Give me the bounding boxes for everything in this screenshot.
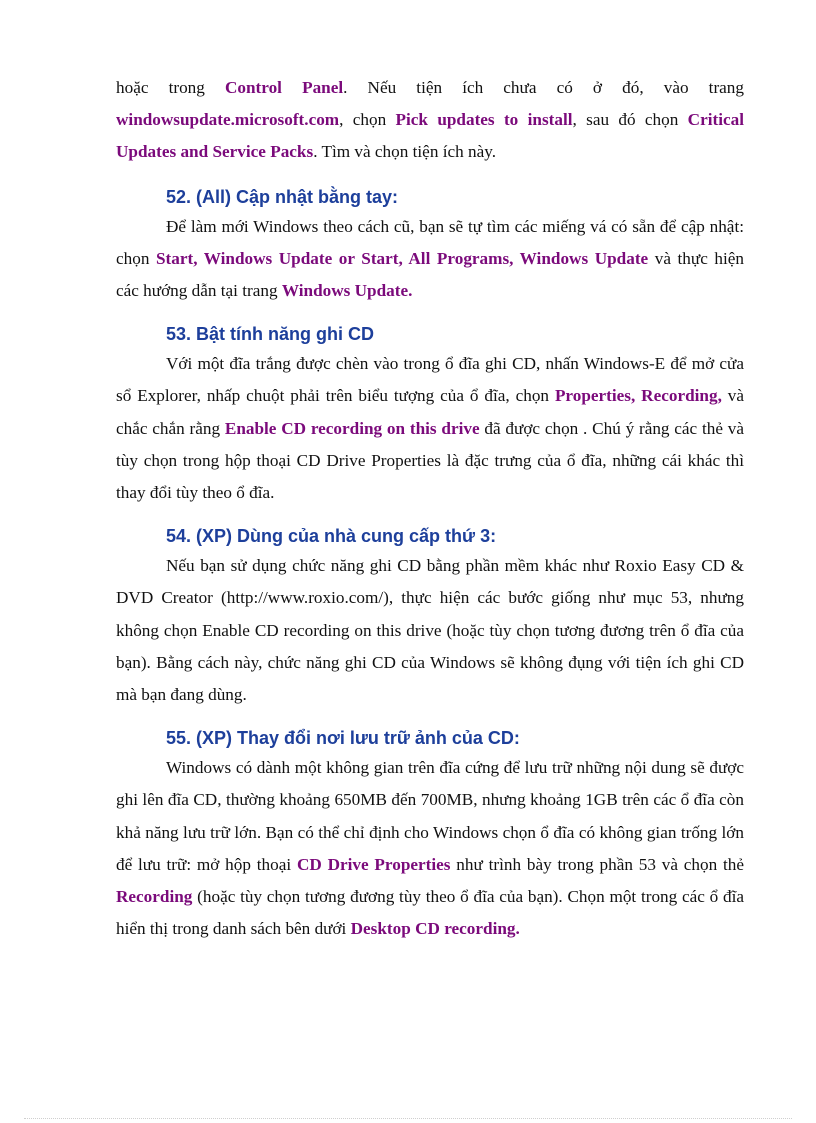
section-55-heading: 55. (XP) Thay đổi nơi lưu trữ ảnh của CD: [166, 728, 520, 749]
text: , chọn [339, 110, 396, 130]
text: Windows có dành một không gian trên đĩa cứng để lưu trữ những nội dung sẽ được ghi lên đĩa CD, thường khoảng 650MB đến 700MB, nhưng khoảng 1GB trên các ổ đĩa còn khả năng lưu trữ lớn. Bạn có thể chỉ định cho Windows chọn ổ đĩa có không gian trống lớn để lưu trữ: mở hộp thoại [116, 758, 744, 874]
section-52-paragraph [116, 211, 744, 308]
highlight-cd-drive-properties: CD Drive Properties [296, 854, 451, 874]
text: đã được chọn . Chú ý rằng các thẻ và tùy chọn trong hộp thoại CD Drive Properties là đặc trưng của ổ đĩa, những cái khác thì thay đổi tùy theo ổ đĩa. [116, 418, 744, 503]
intro-paragraph [116, 72, 744, 169]
section-55-paragraph [116, 752, 744, 945]
page-bottom-divider [24, 1118, 792, 1119]
text: như trình bày trong phần 53 và chọn thẻ [450, 854, 745, 874]
text: . Nếu tiện ích chưa có ở đó, vào trang [343, 78, 744, 97]
highlight-windows-update: Windows Update. [281, 281, 413, 301]
section-52-heading: 52. (All) Cập nhật bằng tay: [166, 186, 399, 207]
highlight-enable-cd-recording: Enable CD recording on this drive [224, 418, 480, 438]
highlight-pick-updates: Pick updates to install [395, 110, 573, 130]
text: và thực hiện các hướng dẫn tại trang [116, 248, 744, 301]
highlight-recording-tab: Recording [116, 887, 193, 907]
text: . Tìm và chọn tiện ích này. [313, 142, 496, 162]
text: và chắc chắn rằng [116, 386, 745, 438]
section-54-paragraph: Nếu bạn sử dụng chức năng ghi CD bằng phần mềm khác như Roxio Easy CD & DVD Creator (http://www.roxio.com/), thực hiện các bước giống như mục 53, nhưng không chọn Enable CD recording on this drive (hoặc tùy chọn tương đương trên ổ đĩa của bạn). Bằng cách này, chức năng ghi CD của Windows sẽ không đụng với tiện ích ghi CD mà bạn đang dùng. [116, 556, 744, 705]
highlight-windowsupdate-url: windowsupdate.microsoft.com [116, 110, 340, 130]
section-54-heading: 54. (XP) Dùng của nhà cung cấp thứ 3: [166, 526, 497, 547]
highlight-desktop-cd-recording: Desktop CD recording. [350, 919, 520, 939]
text: Để làm mới Windows theo cách cũ, bạn sẽ tự tìm các miếng vá có sẵn để cập nhật: chọn [116, 216, 744, 268]
highlight-control-panel: Control Panel [224, 78, 344, 97]
text: (hoặc tùy chọn tương đương tùy theo ổ đĩa của bạn). Chọn một trong các ổ đĩa hiển thị trong danh sách bên dưới [116, 887, 744, 939]
text: hoặc trong [116, 78, 225, 97]
highlight-start-menu-path: Start, Windows Update or Start, All Programs, Windows Update [155, 248, 649, 268]
text: Với một đĩa trắng được chèn vào trong ổ đĩa ghi CD, nhấn Windows-E để mở cửa sổ Explorer, nhấp chuột phải trên biểu tượng của ổ đĩa, chọn [116, 354, 744, 406]
highlight-critical-updates: Critical Updates and Service Packs [116, 110, 744, 162]
text: , sau đó chọn [572, 110, 688, 130]
document-page [116, 72, 744, 945]
highlight-properties-recording: Properties, Recording, [554, 386, 722, 406]
section-53-heading: 53. Bật tính năng ghi CD [166, 324, 375, 345]
section-53-paragraph [116, 348, 744, 509]
